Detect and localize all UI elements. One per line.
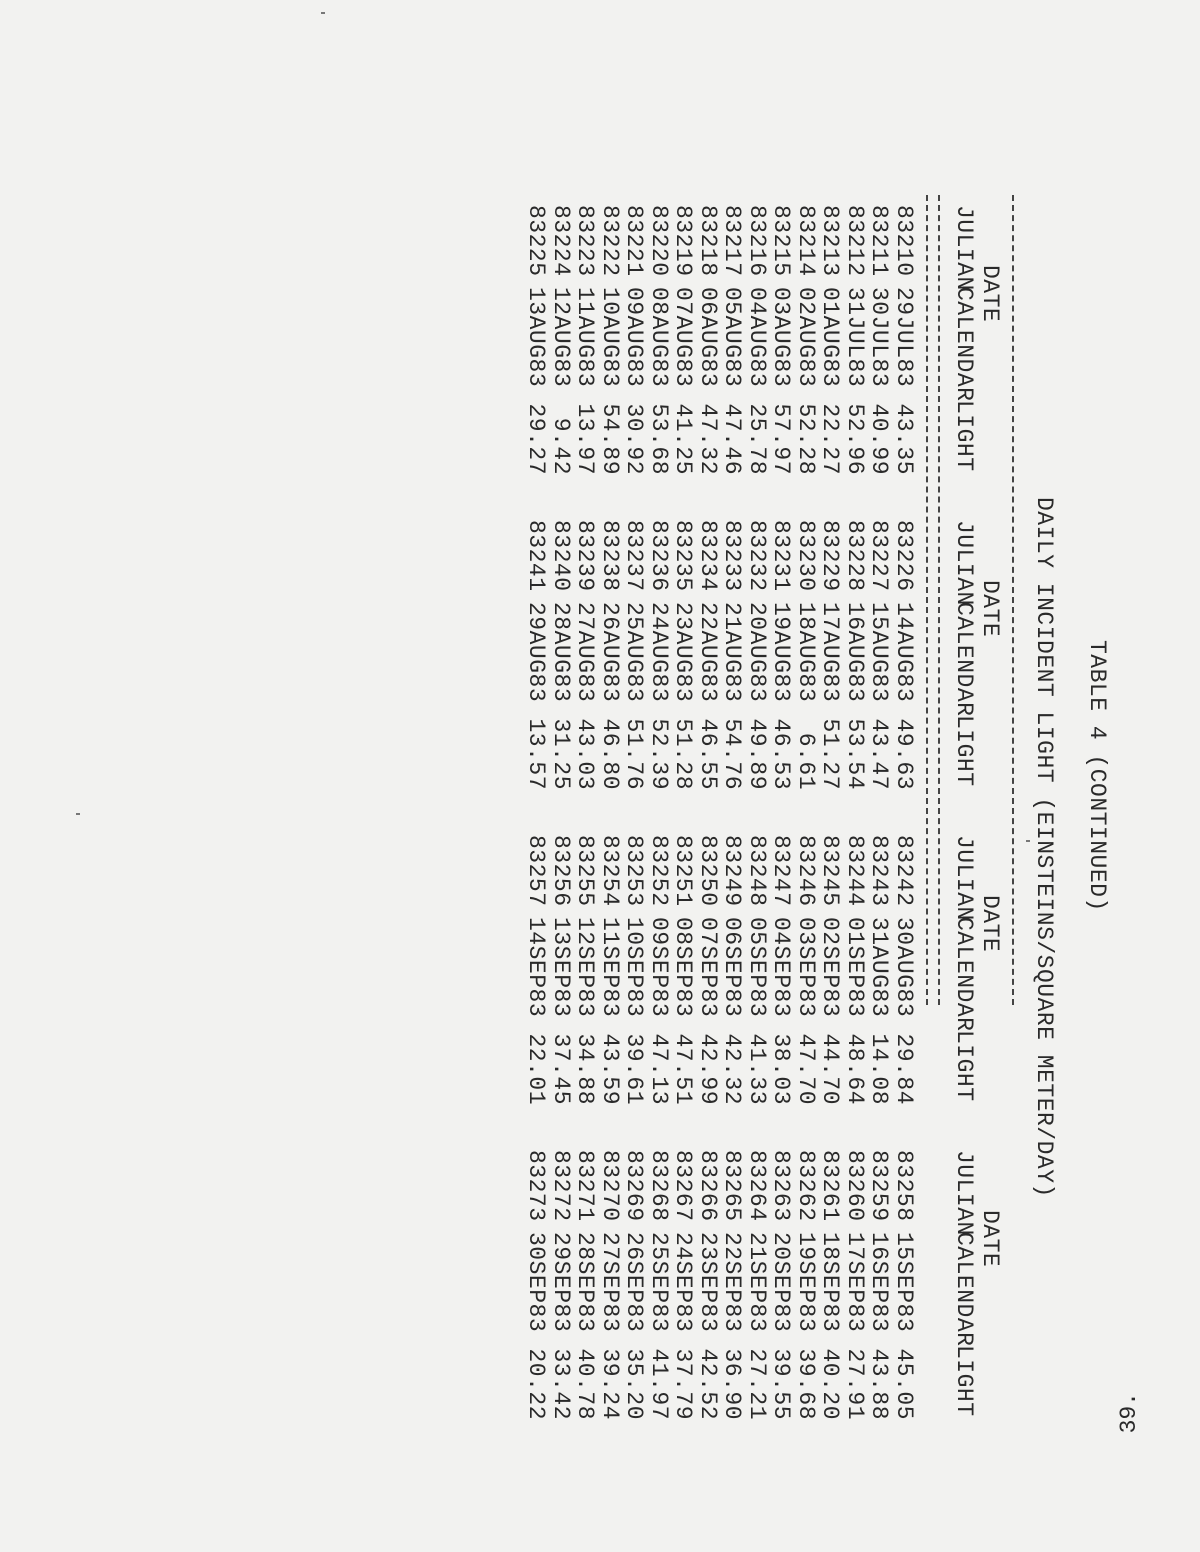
calendar-date-cell: 03SEP83 [793,917,819,1018]
julian-day-cell: 83249 [719,835,746,907]
julian-day-cell: 83238 [597,520,623,592]
calendar-date-cell: 08AUG83 [646,287,672,388]
mid-rule-2 [926,195,928,1005]
julian-day-cell: 83273 [523,1150,550,1222]
light-value-cell: 44.70 [817,1033,844,1105]
light-value-cell: 25.78 [744,403,770,475]
light-value-cell: 14.08 [866,1033,893,1105]
light-value-cell: 46.53 [768,718,795,790]
light-value-cell: 22.01 [523,1033,550,1105]
light-value-cell: 52.28 [793,403,819,475]
light-value-cell: 42.99 [695,1033,721,1105]
julian-day-cell: 83227 [866,520,893,592]
calendar-date-cell: 29AUG83 [523,602,550,703]
calendar-date-cell: 20SEP83 [768,1232,795,1333]
light-value-cell: 39.55 [768,1348,795,1420]
julian-day-cell: 83262 [793,1150,819,1222]
header-julian-label: JULIAN [951,835,977,921]
header-julian-label: JULIAN [951,520,977,606]
calendar-date-cell: 26SEP83 [621,1232,648,1333]
julian-day-cell: 83270 [597,1150,623,1222]
calendar-date-cell: 25AUG83 [621,602,648,703]
light-value-cell: 47.46 [719,403,746,475]
julian-day-cell: 83230 [793,520,819,592]
julian-day-cell: 83224 [548,205,574,277]
julian-day-cell: 83246 [793,835,819,907]
header-julian-label: JULIAN [951,205,977,291]
calendar-date-cell: 07AUG83 [670,287,697,388]
julian-day-cell: 83210 [891,205,917,277]
light-value-cell: 52.39 [646,718,672,790]
calendar-date-cell: 06AUG83 [695,287,721,388]
julian-day-cell: 83211 [866,205,893,277]
calendar-date-cell: 17SEP83 [842,1232,868,1333]
julian-day-cell: 83267 [670,1150,697,1222]
julian-day-cell: 83233 [719,520,746,592]
light-value-cell: 47.32 [695,403,721,475]
light-value-cell: 54.76 [719,718,746,790]
light-value-cell: 13.97 [572,403,599,475]
light-value-cell: 45.05 [891,1348,917,1420]
julian-day-cell: 83215 [768,205,795,277]
calendar-date-cell: 19AUG83 [768,602,795,703]
julian-day-cell: 83256 [548,835,574,907]
light-value-cell: 39.61 [621,1033,648,1105]
julian-day-cell: 83240 [548,520,574,592]
julian-day-cell: 83218 [695,205,721,277]
light-value-cell: 13.57 [523,718,550,790]
julian-day-cell: 83261 [817,1150,844,1222]
light-value-cell: 42.32 [719,1033,746,1105]
calendar-date-cell: 06SEP83 [719,917,746,1018]
light-value-cell: 46.55 [695,718,721,790]
calendar-date-cell: 15AUG83 [866,602,893,703]
calendar-date-cell: 12AUG83 [548,287,574,388]
calendar-date-cell: 10SEP83 [621,917,648,1018]
calendar-date-cell: 16SEP83 [866,1232,893,1333]
light-value-cell: 9.42 [548,417,574,475]
light-value-cell: 53.54 [842,718,868,790]
header-date-label: DATE [977,1210,1003,1268]
calendar-date-cell: 01AUG83 [817,287,844,388]
julian-day-cell: 83257 [523,835,550,907]
julian-day-cell: 83254 [597,835,623,907]
table-title: TABLE 4 (CONTINUED) [1084,640,1110,912]
light-value-cell: 37.79 [670,1348,697,1420]
julian-day-cell: 83266 [695,1150,721,1222]
light-value-cell: 30.92 [621,403,648,475]
light-value-cell: 40.78 [572,1348,599,1420]
calendar-date-cell: 28AUG83 [548,602,574,703]
light-value-cell: 20.22 [523,1348,550,1420]
calendar-date-cell: 27SEP83 [597,1232,623,1333]
light-value-cell: 43.35 [891,403,917,475]
julian-day-cell: 83223 [572,205,599,277]
calendar-date-cell: 29SEP83 [548,1232,574,1333]
calendar-date-cell: 30SEP83 [523,1232,550,1333]
julian-day-cell: 83239 [572,520,599,592]
light-value-cell: 51.28 [670,718,697,790]
julian-day-cell: 83242 [891,835,917,907]
julian-day-cell: 83269 [621,1150,648,1222]
light-value-cell: 6.61 [793,732,819,790]
julian-day-cell: 83235 [670,520,697,592]
calendar-date-cell: 04AUG83 [744,287,770,388]
table-subtitle: DAILY INCIDENT LIGHT (EINSTEINS/SQUARE METER/DAY) [1031,497,1057,1198]
calendar-date-cell: 14AUG83 [891,602,917,703]
header-calendar-label: CALENDAR [951,917,977,1032]
light-value-cell: 54.89 [597,403,623,475]
calendar-date-cell: 09SEP83 [646,917,672,1018]
julian-day-cell: 83247 [768,835,795,907]
calendar-date-cell: 14SEP83 [523,917,550,1018]
calendar-date-cell: 25SEP83 [646,1232,672,1333]
light-value-cell: 34.88 [572,1033,599,1105]
header-light-label: LIGHT [951,1345,977,1417]
calendar-date-cell: 26AUG83 [597,602,623,703]
julian-day-cell: 83271 [572,1150,599,1222]
julian-day-cell: 83252 [646,835,672,907]
julian-day-cell: 83237 [621,520,648,592]
julian-day-cell: 83243 [866,835,893,907]
julian-day-cell: 83213 [817,205,844,277]
light-value-cell: 46.80 [597,718,623,790]
julian-day-cell: 83221 [621,205,648,277]
light-value-cell: 53.68 [646,403,672,475]
calendar-date-cell: 04SEP83 [768,917,795,1018]
calendar-date-cell: 31JUL83 [842,287,868,388]
julian-day-cell: 83217 [719,205,746,277]
calendar-date-cell: 08SEP83 [670,917,697,1018]
light-value-cell: 33.42 [548,1348,574,1420]
calendar-date-cell: 27AUG83 [572,602,599,703]
julian-day-cell: 83216 [744,205,770,277]
light-value-cell: 39.24 [597,1348,623,1420]
light-value-cell: 22.27 [817,403,844,475]
calendar-date-cell: 11SEP83 [597,917,623,1018]
calendar-date-cell: 28SEP83 [572,1232,599,1333]
julian-day-cell: 83245 [817,835,844,907]
light-value-cell: 47.70 [793,1033,819,1105]
light-value-cell: 57.97 [768,403,795,475]
light-value-cell: 47.51 [670,1033,697,1105]
calendar-date-cell: 13SEP83 [548,917,574,1018]
calendar-date-cell: 24SEP83 [670,1232,697,1333]
julian-day-cell: 83264 [744,1150,770,1222]
light-value-cell: 49.63 [891,718,917,790]
light-value-cell: 39.68 [793,1348,819,1420]
light-value-cell: 42.52 [695,1348,721,1420]
julian-day-cell: 83228 [842,520,868,592]
calendar-date-cell: 18SEP83 [817,1232,844,1333]
calendar-date-cell: 10AUG83 [597,287,623,388]
julian-day-cell: 83272 [548,1150,574,1222]
calendar-date-cell: 20AUG83 [744,602,770,703]
julian-day-cell: 83260 [842,1150,868,1222]
julian-day-cell: 83263 [768,1150,795,1222]
light-value-cell: 27.91 [842,1348,868,1420]
mid-rule-1 [938,195,940,1005]
julian-day-cell: 83251 [670,835,697,907]
julian-day-cell: 83214 [793,205,819,277]
light-value-cell: 43.59 [597,1033,623,1105]
julian-day-cell: 83226 [891,520,917,592]
light-value-cell: 51.27 [817,718,844,790]
light-value-cell: 40.99 [866,403,893,475]
header-light-label: LIGHT [951,715,977,787]
calendar-date-cell: 22SEP83 [719,1232,746,1333]
calendar-date-cell: 31AUG83 [866,917,893,1018]
light-value-cell: 29.27 [523,403,550,475]
julian-day-cell: 83225 [523,205,550,277]
calendar-date-cell: 23AUG83 [670,602,697,703]
calendar-date-cell: 29JUL83 [891,287,917,388]
calendar-date-cell: 30JUL83 [866,287,893,388]
calendar-date-cell: 13AUG83 [523,287,550,388]
julian-day-cell: 83222 [597,205,623,277]
julian-day-cell: 83219 [670,205,697,277]
calendar-date-cell: 22AUG83 [695,602,721,703]
light-value-cell: 36.90 [719,1348,746,1420]
header-calendar-label: CALENDAR [951,602,977,717]
calendar-date-cell: 01SEP83 [842,917,868,1018]
julian-day-cell: 83268 [646,1150,672,1222]
julian-day-cell: 83241 [523,520,550,592]
light-value-cell: 40.20 [817,1348,844,1420]
calendar-date-cell: 21AUG83 [719,602,746,703]
calendar-date-cell: 02SEP83 [817,917,844,1018]
header-date-label: DATE [977,265,1003,323]
calendar-date-cell: 09AUG83 [621,287,648,388]
calendar-date-cell: 03AUG83 [768,287,795,388]
calendar-date-cell: 16AUG83 [842,602,868,703]
calendar-date-cell: 11AUG83 [572,287,599,388]
light-value-cell: 41.97 [646,1348,672,1420]
julian-day-cell: 83253 [621,835,648,907]
light-value-cell: 49.89 [744,718,770,790]
light-value-cell: 41.33 [744,1033,770,1105]
julian-day-cell: 83232 [744,520,770,592]
top-rule [1012,195,1014,1005]
julian-day-cell: 83259 [866,1150,893,1222]
light-value-cell: 31.25 [548,718,574,790]
calendar-date-cell: 23SEP83 [695,1232,721,1333]
light-value-cell: 43.88 [866,1348,893,1420]
header-light-label: LIGHT [951,1030,977,1102]
light-value-cell: 48.64 [842,1033,868,1105]
light-value-cell: 27.21 [744,1348,770,1420]
julian-day-cell: 83229 [817,520,844,592]
light-value-cell: 43.47 [866,718,893,790]
header-calendar-label: CALENDAR [951,1232,977,1347]
julian-day-cell: 83220 [646,205,672,277]
light-value-cell: 51.76 [621,718,648,790]
calendar-date-cell: 15SEP83 [891,1232,917,1333]
julian-day-cell: 83255 [572,835,599,907]
light-value-cell: 41.25 [670,403,697,475]
light-value-cell: 52.96 [842,403,868,475]
calendar-date-cell: 18AUG83 [793,602,819,703]
calendar-date-cell: 24AUG83 [646,602,672,703]
calendar-date-cell: 12SEP83 [572,917,599,1018]
header-calendar-label: CALENDAR [951,287,977,402]
julian-day-cell: 83265 [719,1150,746,1222]
julian-day-cell: 83231 [768,520,795,592]
calendar-date-cell: 07SEP83 [695,917,721,1018]
page-number: 39. [1116,1392,1142,1434]
calendar-date-cell: 30AUG83 [891,917,917,1018]
header-julian-label: JULIAN [951,1150,977,1236]
light-value-cell: 35.20 [621,1348,648,1420]
header-date-label: DATE [977,895,1003,953]
light-value-cell: 37.45 [548,1033,574,1105]
calendar-date-cell: 05AUG83 [719,287,746,388]
julian-day-cell: 83236 [646,520,672,592]
header-date-label: DATE [977,580,1003,638]
light-value-cell: 29.84 [891,1033,917,1105]
calendar-date-cell: 02AUG83 [793,287,819,388]
julian-day-cell: 83250 [695,835,721,907]
julian-day-cell: 83248 [744,835,770,907]
calendar-date-cell: 05SEP83 [744,917,770,1018]
julian-day-cell: 83244 [842,835,868,907]
julian-day-cell: 83234 [695,520,721,592]
calendar-date-cell: 17AUG83 [817,602,844,703]
light-value-cell: 38.03 [768,1033,795,1105]
light-value-cell: 47.13 [646,1033,672,1105]
julian-day-cell: 83212 [842,205,868,277]
light-value-cell: 43.03 [572,718,599,790]
calendar-date-cell: 21SEP83 [744,1232,770,1333]
calendar-date-cell: 19SEP83 [793,1232,819,1333]
header-light-label: LIGHT [951,400,977,472]
julian-day-cell: 83258 [891,1150,917,1222]
